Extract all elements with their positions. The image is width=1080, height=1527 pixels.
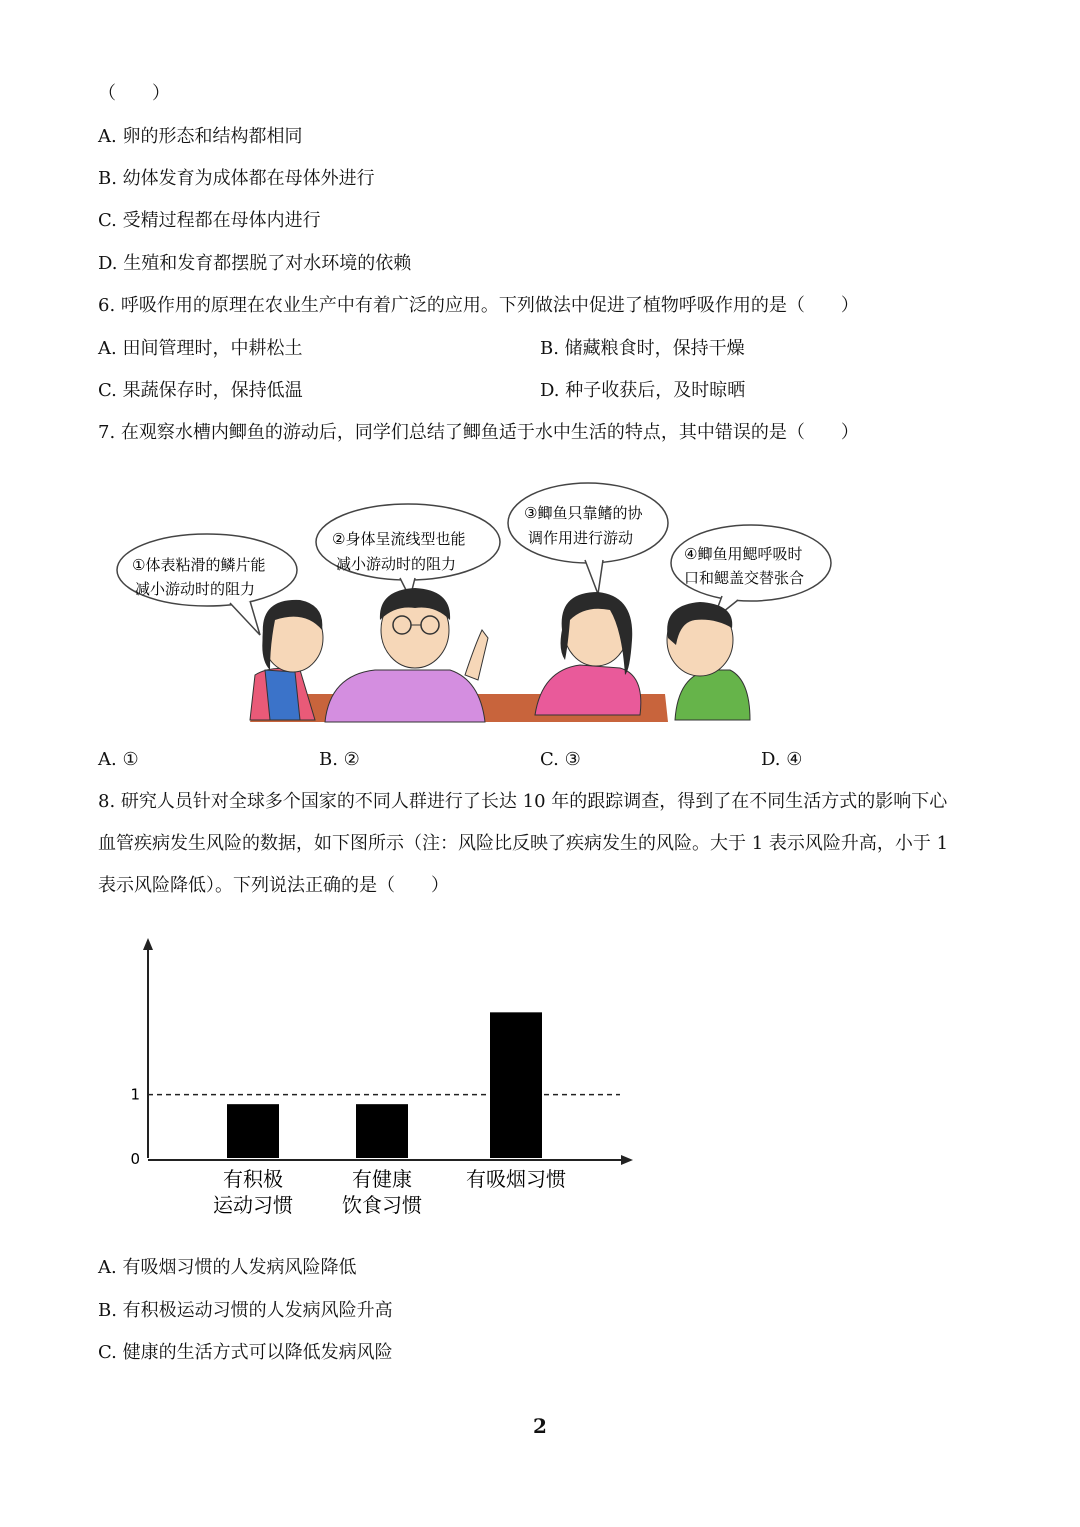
bubble-4-line-2: 口和鳃盖交替张合: [684, 569, 805, 587]
q7-option-c: C. ③: [540, 749, 581, 770]
y-axis-arrow: [143, 938, 153, 950]
q8-stem-line-3: 表示风险降低）。下列说法正确的是（ ）: [98, 875, 449, 896]
bubble-3-line-2: 调作用进行游动: [528, 529, 634, 547]
category-label-diet-1: 有健康: [352, 1167, 412, 1191]
q6-option-d: D. 种子收获后，及时晾晒: [540, 380, 746, 401]
speech-bubble-2: [316, 504, 500, 598]
q6-option-a: A. 田间管理时，中耕松土: [98, 338, 303, 359]
q5-option-d: D. 生殖和发育都摆脱了对水环境的依赖: [98, 253, 412, 274]
q5-option-b: B. 幼体发育为成体都在母体外进行: [98, 168, 375, 189]
q5-option-c: C. 受精过程都在母体内进行: [98, 210, 321, 231]
bubble-3-line-1: ③鲫鱼只靠鳍的协: [524, 504, 643, 522]
page-number: 2: [533, 1414, 547, 1438]
q7-option-d: D. ④: [761, 749, 803, 770]
q8-option-a: A. 有吸烟习惯的人发病风险降低: [98, 1257, 357, 1278]
q8-stem-line-1: 8. 研究人员针对全球多个国家的不同人群进行了长达 10 年的跟踪调查，得到了在不同生活方式的影响下心: [98, 791, 948, 812]
y-tick-0: 0: [130, 1150, 140, 1168]
category-label-exercise-2: 运动习惯: [213, 1193, 293, 1217]
q8-option-c: C. 健康的生活方式可以降低发病风险: [98, 1342, 393, 1363]
q7-stem: 7. 在观察水槽内鲫鱼的游动后，同学们总结了鲫鱼适于水中生活的特点，其中错误的是（ ）: [98, 422, 859, 443]
q6-option-c: C. 果蔬保存时，保持低温: [98, 380, 303, 401]
q7-option-a: A. ①: [98, 749, 139, 770]
bubble-2-line-2: 减小游动时的阻力: [336, 555, 457, 573]
bubble-1-line-1: ①体表粘滑的鳞片能: [132, 556, 266, 574]
student-teacher: [325, 588, 488, 722]
q8-stem-line-2: 血管疾病发生风险的数据，如下图所示（注：风险比反映了疾病发生的风险。大于 1 表示风险升高，小于 1: [98, 833, 949, 854]
q8-option-b: B. 有积极运动习惯的人发病风险升高: [98, 1300, 393, 1321]
q7-illustration: [110, 470, 850, 725]
category-label-diet-2: 饮食习惯: [342, 1193, 422, 1217]
q7-option-b: B. ②: [319, 749, 360, 770]
bar-smoking: [490, 1012, 542, 1158]
bar-active-exercise: [227, 1104, 279, 1158]
category-label-exercise-1: 有积极: [223, 1167, 283, 1191]
bar-healthy-diet: [356, 1104, 408, 1158]
bubble-4-line-1: ④鲫鱼用鳃呼吸时: [684, 545, 803, 563]
bubble-1-line-2: 减小游动时的阻力: [135, 580, 256, 598]
q6-option-b: B. 储藏粮食时，保持干燥: [540, 338, 745, 359]
q5-stem-tail: （ ）: [98, 83, 170, 104]
q5-option-a: A. 卵的形态和结构都相同: [98, 126, 303, 147]
student-girl-right: [535, 592, 641, 715]
category-label-smoking: 有吸烟习惯: [466, 1167, 566, 1191]
risk-ratio-bar-chart: [120, 930, 640, 1230]
bubble-2-line-1: ②身体呈流线型也能: [332, 530, 466, 548]
student-boy: [667, 602, 750, 720]
y-tick-1: 1: [130, 1085, 140, 1104]
q6-stem: 6. 呼吸作用的原理在农业生产中有着广泛的应用。下列做法中促进了植物呼吸作用的是（ ）: [98, 295, 859, 316]
speech-bubble-3: [508, 483, 668, 594]
x-axis-arrow: [621, 1155, 633, 1165]
